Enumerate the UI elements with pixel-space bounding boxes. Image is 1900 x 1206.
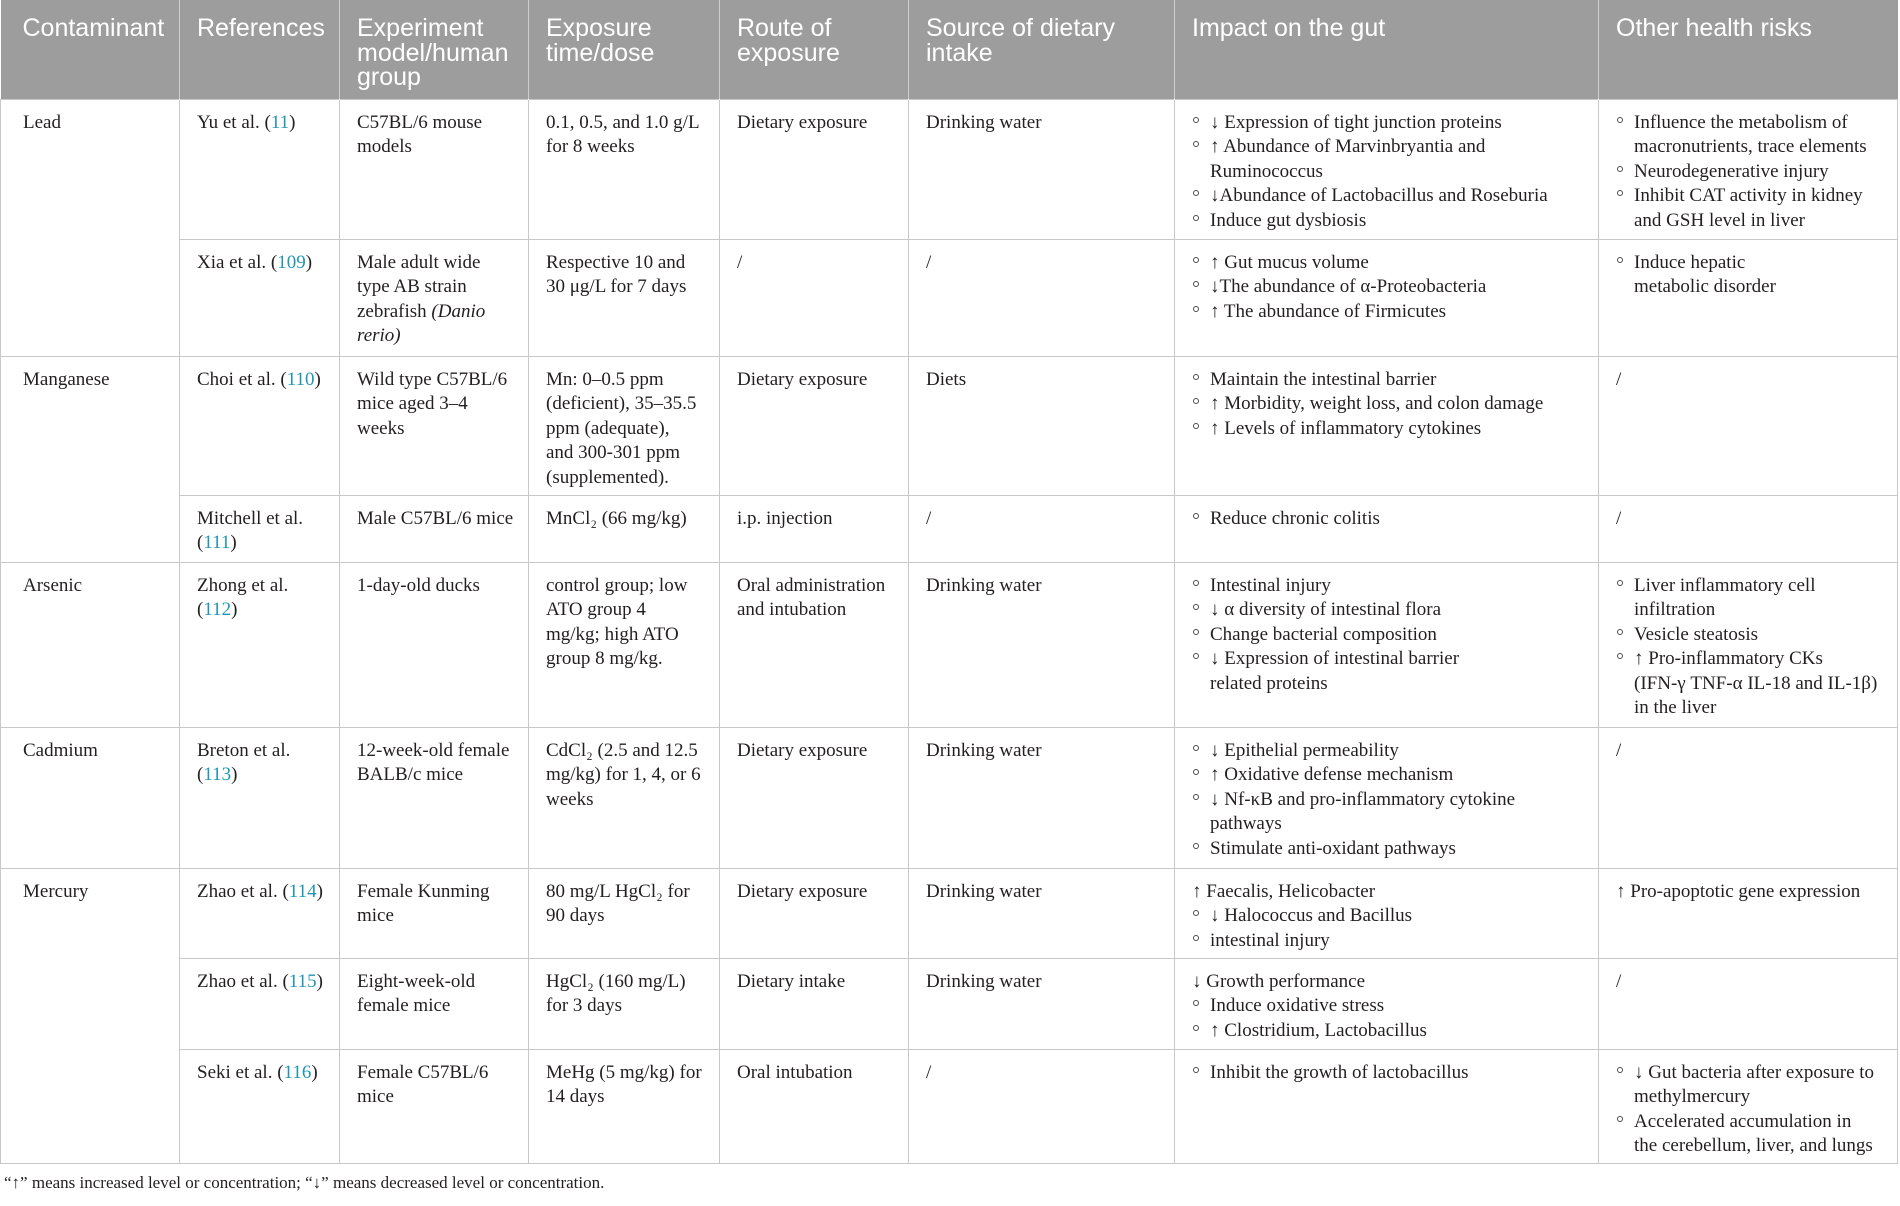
reference-close: ) xyxy=(314,368,321,390)
impact-item-text: Reduce chronic colitis xyxy=(1210,507,1380,529)
reference-author: Seki et al. ( xyxy=(197,1061,284,1083)
other-risks-cell xyxy=(1599,1049,1898,1163)
route-cell xyxy=(720,1049,909,1163)
reference-link[interactable]: 114 xyxy=(288,880,317,902)
other-risk-item xyxy=(1616,1110,1891,1159)
route-text: / xyxy=(737,251,743,273)
route-cell xyxy=(720,495,909,562)
model-cell xyxy=(340,495,529,562)
source-cell xyxy=(909,562,1175,727)
bullet-marker xyxy=(1193,745,1199,751)
other-risk-item-text: / xyxy=(1616,970,1622,992)
model-cell xyxy=(340,958,529,1049)
model-text: Female Kunming mice xyxy=(357,880,490,927)
route-cell xyxy=(720,356,909,495)
table-body xyxy=(1,99,1898,1163)
other-risk-item-text: / xyxy=(1616,368,1622,390)
contaminant-cell: Mercury xyxy=(1,868,180,1163)
impact-item xyxy=(1192,209,1592,234)
other-list xyxy=(1616,574,1891,722)
source-cell xyxy=(909,727,1175,868)
bullet-marker xyxy=(1193,794,1199,800)
impact-item-text: ↓Abundance of Lactobacillus and Roseburia xyxy=(1210,185,1548,207)
impact-list xyxy=(1192,970,1592,1044)
model-text: Wild type C57BL/6 mice aged 3–4 weeks xyxy=(357,368,508,439)
contaminant-cell: Lead xyxy=(1,99,180,356)
source-cell xyxy=(909,99,1175,239)
exposure-cell xyxy=(529,958,720,1049)
bullet-marker xyxy=(1193,141,1199,147)
bullet-marker xyxy=(1193,215,1199,221)
impact-list xyxy=(1192,251,1592,325)
other-risk-item-text: Vesicle steatosis xyxy=(1634,623,1759,645)
route-text: Dietary exposure xyxy=(737,880,868,902)
other-risk-item xyxy=(1616,574,1891,623)
impact-item-text: Stimulate anti-oxidant pathways xyxy=(1210,837,1456,859)
column-header-references: References xyxy=(180,0,340,99)
source-cell xyxy=(909,239,1175,356)
source-cell xyxy=(909,356,1175,495)
impact-item xyxy=(1192,574,1592,599)
other-risk-item xyxy=(1616,160,1891,185)
other-list xyxy=(1616,880,1891,905)
bullet-marker xyxy=(1617,117,1623,123)
reference-author: Breton et al. ( xyxy=(197,739,291,786)
bullet-marker xyxy=(1193,1000,1199,1006)
impact-cell xyxy=(1175,562,1599,727)
reference-close: ) xyxy=(305,251,313,273)
reference-cell xyxy=(180,727,340,868)
reference-cell xyxy=(180,99,340,239)
bullet-marker xyxy=(1617,1067,1623,1073)
route-text: Oral administration and intubation xyxy=(737,574,886,621)
model-cell xyxy=(340,562,529,727)
source-text: Drinking water xyxy=(926,111,1042,133)
impact-item-text: Induce oxidative stress xyxy=(1210,995,1385,1017)
impact-item xyxy=(1192,647,1592,696)
exposure-cell xyxy=(529,239,720,356)
bullet-marker xyxy=(1617,257,1623,263)
impact-item xyxy=(1192,251,1592,276)
impact-item-text: Inhibit the growth of lactobacillus xyxy=(1210,1061,1469,1083)
impact-item xyxy=(1192,763,1592,788)
bullet-marker xyxy=(1617,653,1623,659)
impact-item xyxy=(1192,598,1592,623)
reference-link[interactable]: 113 xyxy=(203,764,232,786)
impact-cell xyxy=(1175,1049,1599,1163)
exposure-cell xyxy=(529,1049,720,1163)
reference-cell xyxy=(180,562,340,727)
bullet-marker xyxy=(1617,190,1623,196)
impact-item-text: ↓ Expression of intestinal barrier related proteins xyxy=(1210,648,1460,694)
reference-author: Zhong et al. ( xyxy=(197,574,289,621)
model-text: Male C57BL/6 mice xyxy=(357,507,514,529)
other-list xyxy=(1616,970,1891,995)
impact-item-text: ↑ Oxidative defense mechanism xyxy=(1210,764,1454,786)
other-risk-item-text: Inhibit CAT activity in kidney and GSH level in liver xyxy=(1634,185,1863,231)
exposure-cell xyxy=(529,562,720,727)
bullet-marker xyxy=(1193,257,1199,263)
other-risks-cell xyxy=(1599,99,1898,239)
impact-item xyxy=(1192,929,1592,954)
reference-author: Zhao et al. ( xyxy=(197,880,289,902)
table-row xyxy=(1,958,1898,1049)
column-header-experiment-model: Experiment model/human group xyxy=(340,0,529,99)
reference-close: ) xyxy=(311,1061,318,1083)
exposure-text: Mn: 0–0.5 ppm (deficient), 35–35.5 ppm (adequate), and 300-301 ppm (supplemented). xyxy=(546,368,697,488)
route-cell xyxy=(720,868,909,958)
impact-item xyxy=(1192,368,1592,393)
table-row xyxy=(1,495,1898,562)
route-text: Oral intubation xyxy=(737,1061,853,1083)
other-list xyxy=(1616,368,1891,393)
bullet-marker xyxy=(1193,190,1199,196)
impact-list xyxy=(1192,507,1592,532)
table-row xyxy=(1,562,1898,727)
table-header xyxy=(1,0,1898,99)
impact-item xyxy=(1192,507,1592,532)
reference-link[interactable]: 11 xyxy=(270,111,290,133)
impact-cell xyxy=(1175,356,1599,495)
impact-item xyxy=(1192,970,1592,995)
impact-item-text: ↑ Faecalis, Helicobacter xyxy=(1192,880,1376,902)
impact-item-text: ↑ Morbidity, weight loss, and colon damage xyxy=(1210,393,1544,415)
model-text: 12-week-old female BALB/c mice xyxy=(357,739,510,786)
other-risks-cell xyxy=(1599,495,1898,562)
impact-list xyxy=(1192,368,1592,442)
reference-cell xyxy=(180,239,340,356)
bullet-marker xyxy=(1193,1025,1199,1031)
reference-author: Choi et al. ( xyxy=(197,368,287,390)
route-text: Dietary exposure xyxy=(737,368,868,390)
source-text: Diets xyxy=(926,368,967,390)
impact-item xyxy=(1192,1019,1592,1044)
other-risk-item-text: / xyxy=(1616,507,1622,529)
other-risk-item xyxy=(1616,739,1891,764)
reference-cell xyxy=(180,495,340,562)
reference-link[interactable]: 110 xyxy=(286,368,315,390)
impact-list xyxy=(1192,574,1592,697)
impact-list xyxy=(1192,1061,1592,1086)
source-text: / xyxy=(926,251,932,273)
bullet-marker xyxy=(1193,1067,1199,1073)
reference-link[interactable]: 111 xyxy=(203,532,231,554)
exposure-text: MnCl₂ (66 mg/kg) xyxy=(546,507,687,529)
reference-close: ) xyxy=(231,599,238,621)
reference-cell xyxy=(180,1049,340,1163)
bullet-marker xyxy=(1193,629,1199,635)
exposure-text: control group; low ATO group 4 mg/kg; high ATO group 8 mg/kg. xyxy=(546,574,688,670)
source-text: Drinking water xyxy=(926,970,1042,992)
bullet-marker xyxy=(1193,910,1199,916)
bullet-marker xyxy=(1193,604,1199,610)
route-cell xyxy=(720,958,909,1049)
exposure-cell xyxy=(529,495,720,562)
source-text: Drinking water xyxy=(926,574,1042,596)
impact-item xyxy=(1192,111,1592,136)
route-cell xyxy=(720,99,909,239)
other-list xyxy=(1616,251,1891,300)
other-risk-item-text: ↑ Pro-inflammatory CKs (IFN-γ TNF-α IL-18 and IL-1β) in the liver xyxy=(1634,648,1878,719)
column-header-route: Route of exposure xyxy=(720,0,909,99)
other-list xyxy=(1616,507,1891,532)
model-text: Female C57BL/6 mice xyxy=(357,1061,489,1108)
column-header-contaminant: Contaminant xyxy=(1,0,180,99)
model-species: (Danio rerio) xyxy=(357,300,486,347)
model-text: 1-day-old ducks xyxy=(357,574,480,596)
reference-cell xyxy=(180,868,340,958)
bullet-marker xyxy=(1193,653,1199,659)
impact-item-text: ↓The abundance of α-Proteobacteria xyxy=(1210,276,1487,298)
impact-item-text: ↓ α diversity of intestinal flora xyxy=(1210,599,1442,621)
impact-list xyxy=(1192,739,1592,862)
impact-item xyxy=(1192,300,1592,325)
impact-item xyxy=(1192,904,1592,929)
other-risk-item-text: ↓ Gut bacteria after exposure to methylmercury xyxy=(1634,1061,1875,1108)
column-header-other-risks: Other health risks xyxy=(1599,0,1898,99)
other-risk-item xyxy=(1616,1061,1891,1110)
column-header-exposure: Exposure time/dose xyxy=(529,0,720,99)
impact-item-text: ↑ Gut mucus volume xyxy=(1210,251,1369,273)
bullet-marker xyxy=(1193,935,1199,941)
impact-item xyxy=(1192,135,1592,184)
impact-item xyxy=(1192,837,1592,862)
reference-author: Zhao et al. ( xyxy=(197,970,289,992)
impact-item xyxy=(1192,275,1592,300)
other-risks-cell xyxy=(1599,727,1898,868)
route-cell xyxy=(720,727,909,868)
bullet-marker xyxy=(1193,117,1199,123)
route-text: Dietary exposure xyxy=(737,739,868,761)
other-risks-cell xyxy=(1599,239,1898,356)
impact-item xyxy=(1192,880,1592,905)
other-list xyxy=(1616,111,1891,234)
route-text: Dietary intake xyxy=(737,970,846,992)
other-risks-cell xyxy=(1599,562,1898,727)
other-risk-item-text: / xyxy=(1616,739,1622,761)
model-cell xyxy=(340,868,529,958)
other-risk-item-text: Induce hepatic metabolic disorder xyxy=(1634,251,1776,298)
table-row xyxy=(1,99,1898,239)
other-risk-item xyxy=(1616,623,1891,648)
source-text: Drinking water xyxy=(926,739,1042,761)
reference-link[interactable]: 115 xyxy=(288,970,317,992)
exposure-text: HgCl₂ (160 mg/L) for 3 days xyxy=(546,970,686,1017)
source-cell xyxy=(909,868,1175,958)
other-list xyxy=(1616,1061,1891,1159)
route-cell xyxy=(720,239,909,356)
impact-item-text: ↓ Growth performance xyxy=(1192,970,1366,992)
source-text: / xyxy=(926,507,932,529)
impact-item-text: ↑ Abundance of Marvinbryantia and Ruminococcus xyxy=(1210,136,1486,182)
impact-item-text: Maintain the intestinal barrier xyxy=(1210,368,1437,390)
reference-close: ) xyxy=(316,880,323,902)
impact-cell xyxy=(1175,239,1599,356)
bullet-marker xyxy=(1193,843,1199,849)
header-row xyxy=(1,0,1898,99)
other-risk-item xyxy=(1616,880,1891,905)
source-text: / xyxy=(926,1061,932,1083)
exposure-text: 0.1, 0.5, and 1.0 g/L for 8 weeks xyxy=(546,111,700,158)
model-cell xyxy=(340,727,529,868)
impact-item-text: Induce gut dysbiosis xyxy=(1210,209,1367,231)
impact-item-text: ↑ The abundance of Firmicutes xyxy=(1210,300,1447,322)
table-footnote: “↑” means increased level or concentration; “↓” means decreased level or concentration. xyxy=(4,1172,605,1192)
other-risks-cell xyxy=(1599,958,1898,1049)
impact-item xyxy=(1192,788,1592,837)
impact-item-text: ↓ Nf-κB and pro-inflammatory cytokine pathways xyxy=(1210,788,1516,835)
impact-item xyxy=(1192,1061,1592,1086)
impact-cell xyxy=(1175,99,1599,239)
other-risk-item xyxy=(1616,251,1891,300)
impact-item xyxy=(1192,417,1592,442)
impact-item-text: ↓ Epithelial permeability xyxy=(1210,739,1399,761)
other-risk-item-text: ↑ Pro-apoptotic gene expression xyxy=(1616,880,1861,902)
other-risk-item-text: Liver inflammatory cell infiltration xyxy=(1634,574,1816,621)
impact-item-text: intestinal injury xyxy=(1210,929,1330,951)
other-risk-item xyxy=(1616,507,1891,532)
reference-link[interactable]: 109 xyxy=(277,251,306,273)
reference-close: ) xyxy=(289,111,296,133)
impact-item-text: Intestinal injury xyxy=(1210,574,1331,596)
column-header-impact: Impact on the gut xyxy=(1175,0,1599,99)
bullet-marker xyxy=(1617,1116,1623,1122)
bullet-marker xyxy=(1193,306,1199,312)
impact-cell xyxy=(1175,868,1599,958)
column-header-source: Source of dietary intake xyxy=(909,0,1175,99)
contaminant-cell: Cadmium xyxy=(1,727,180,868)
impact-item-text: ↑ Clostridium, Lactobacillus xyxy=(1210,1019,1427,1041)
impact-item-text: ↑ Levels of inflammatory cytokines xyxy=(1210,417,1482,439)
source-cell xyxy=(909,958,1175,1049)
other-risk-item-text: Influence the metabolism of macronutrients, trace elements xyxy=(1634,111,1867,158)
source-text: Drinking water xyxy=(926,880,1042,902)
other-risk-item-text: Neurodegenerative injury xyxy=(1634,160,1829,182)
model-cell xyxy=(340,1049,529,1163)
reference-close: ) xyxy=(316,970,323,992)
source-cell xyxy=(909,495,1175,562)
impact-item-text: ↓ Expression of tight junction proteins xyxy=(1210,111,1502,133)
reference-close: ) xyxy=(230,532,237,554)
table-row xyxy=(1,727,1898,868)
exposure-cell xyxy=(529,99,720,239)
other-risk-item xyxy=(1616,111,1891,160)
bullet-marker xyxy=(1193,398,1199,404)
table-row xyxy=(1,356,1898,495)
other-risk-item xyxy=(1616,184,1891,233)
model-cell xyxy=(340,239,529,356)
model-text: C57BL/6 mouse models xyxy=(357,111,483,158)
exposure-text: Respective 10 and 30 μg/L for 7 days xyxy=(546,251,687,298)
reference-author: Mitchell et al. ( xyxy=(197,507,304,554)
other-risk-item-text: Accelerated accumulation in the cerebellum, liver, and lungs xyxy=(1634,1110,1873,1157)
bullet-marker xyxy=(1617,629,1623,635)
exposure-text: 80 mg/L HgCl₂ for 90 days xyxy=(546,880,690,927)
reference-link[interactable]: 112 xyxy=(203,599,232,621)
impact-cell xyxy=(1175,727,1599,868)
exposure-cell xyxy=(529,356,720,495)
reference-cell xyxy=(180,356,340,495)
model-text: Male adult wide type AB strain zebrafish xyxy=(357,251,481,322)
bullet-marker xyxy=(1193,580,1199,586)
exposure-cell xyxy=(529,727,720,868)
bullet-marker xyxy=(1193,769,1199,775)
bullet-marker xyxy=(1193,513,1199,519)
bullet-marker xyxy=(1617,166,1623,172)
model-cell xyxy=(340,356,529,495)
other-list xyxy=(1616,739,1891,764)
route-text: Dietary exposure xyxy=(737,111,868,133)
reference-link[interactable]: 116 xyxy=(283,1061,312,1083)
route-cell xyxy=(720,562,909,727)
reference-close: ) xyxy=(231,764,238,786)
bullet-marker xyxy=(1617,580,1623,586)
impact-list xyxy=(1192,111,1592,234)
other-risk-item xyxy=(1616,368,1891,393)
impact-item xyxy=(1192,392,1592,417)
route-text: i.p. injection xyxy=(737,507,833,529)
model-text: Eight-week-old female mice xyxy=(357,970,476,1017)
impact-item xyxy=(1192,623,1592,648)
contaminant-cell: Arsenic xyxy=(1,562,180,727)
model-cell xyxy=(340,99,529,239)
impact-item xyxy=(1192,184,1592,209)
source-cell xyxy=(909,1049,1175,1163)
table-row xyxy=(1,1049,1898,1163)
other-risk-item xyxy=(1616,647,1891,721)
reference-author: Xia et al. ( xyxy=(197,251,278,273)
impact-item xyxy=(1192,739,1592,764)
impact-cell xyxy=(1175,495,1599,562)
reference-cell xyxy=(180,958,340,1049)
impact-cell xyxy=(1175,958,1599,1049)
contaminant-cell: Manganese xyxy=(1,356,180,562)
other-risks-cell xyxy=(1599,356,1898,495)
exposure-cell xyxy=(529,868,720,958)
impact-item-text: Change bacterial composition xyxy=(1210,623,1437,645)
impact-item-text: ↓ Halococcus and Bacillus xyxy=(1210,905,1413,927)
bullet-marker xyxy=(1193,423,1199,429)
impact-item xyxy=(1192,994,1592,1019)
reference-author: Yu et al. ( xyxy=(197,111,271,133)
table-row xyxy=(1,239,1898,356)
exposure-text: MeHg (5 mg/kg) for 14 days xyxy=(546,1061,702,1108)
other-risks-cell xyxy=(1599,868,1898,958)
bullet-marker xyxy=(1193,374,1199,380)
exposure-text: CdCl₂ (2.5 and 12.5 mg/kg) for 1, 4, or 6 weeks xyxy=(546,739,701,810)
table-row xyxy=(1,868,1898,958)
other-risk-item xyxy=(1616,970,1891,995)
bullet-marker xyxy=(1193,281,1199,287)
impact-list xyxy=(1192,880,1592,954)
